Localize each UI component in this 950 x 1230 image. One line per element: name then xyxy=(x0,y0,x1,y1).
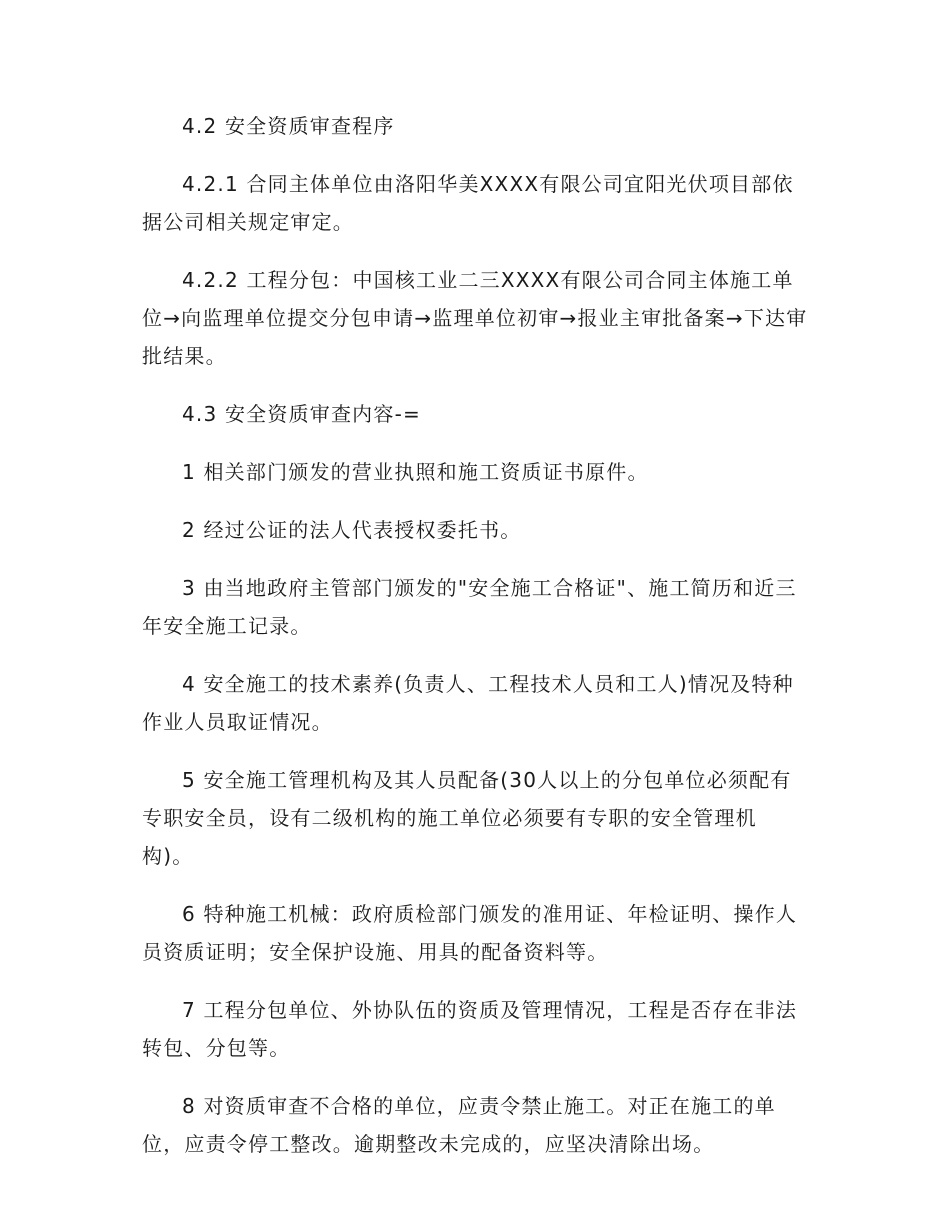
list-item-6: 6 特种施工机械：政府质检部门颁发的准用证、年检证明、操作人员资质证明；安全保护设施、用具的配备资料等。 xyxy=(142,902,798,964)
list-item-4: 4 安全施工的技术素养(负责人、工程技术人员和工人)情况及特种作业人员取证情况。 xyxy=(142,672,794,734)
paragraph-4-2-1: 4.2.1 合同主体单位由洛阳华美XXXX有限公司宜阳光伏项目部依据公司相关规定审定。 xyxy=(142,172,794,234)
list-item-7: 7 工程分包单位、外协队伍的资质及管理情况，工程是否存在非法转包、分包等。 xyxy=(142,998,798,1060)
list-item-5: 5 安全施工管理机构及其人员配备(30人以上的分包单位必须配有专职安全员，设有二级机构的施工单位必须要有专职的安全管理机构)。 xyxy=(142,768,792,868)
list-item-2: 2 经过公证的法人代表授权委托书。 xyxy=(182,518,522,542)
paragraph-4-2-2: 4.2.2 工程分包：中国核工业二三XXXX有限公司合同主体施工单位→向监理单位提交分包申请→监理单位初审→报业主审批备案→下达审批结果。 xyxy=(142,268,808,368)
section-heading-4-2: 4.2 安全资质审查程序 xyxy=(182,114,395,138)
list-item-3: 3 由当地政府主管部门颁发的"安全施工合格证"、施工简历和近三年安全施工记录。 xyxy=(142,576,797,638)
document-body xyxy=(142,107,808,1183)
list-item-1: 1 相关部门颁发的营业执照和施工资质证书原件。 xyxy=(182,460,649,484)
section-heading-4-3: 4.3 安全资质审查内容-= xyxy=(182,402,421,426)
list-item-8: 8 对资质审查不合格的单位，应责令禁止施工。对正在施工的单位，应责令停工整改。逾期整改未完成的，应坚决清除出场。 xyxy=(142,1094,776,1156)
